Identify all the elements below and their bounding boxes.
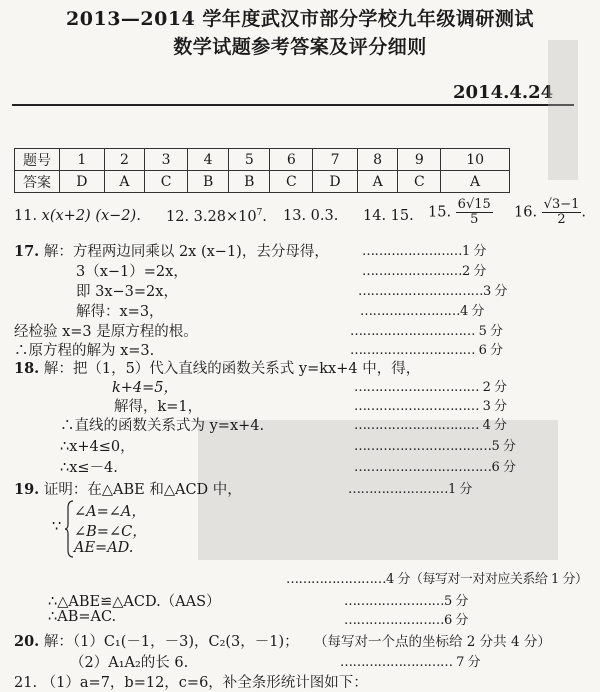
q18-line4: ∴直线的函数关系式为 y=x+4. — [60, 418, 265, 434]
q21-number: 21. — [14, 675, 38, 691]
q15-fraction — [456, 198, 493, 227]
q18-number: 18. — [14, 360, 40, 377]
q20-text: 解：（1）C₁(－1，－3)，C₂(3，－1)； — [43, 634, 299, 650]
table-header-cell: 答案 — [15, 171, 60, 193]
q21-text: （1）a=7，b=12，c=6，补全条形统计图如下： — [41, 675, 368, 691]
table-cell: D — [313, 171, 358, 193]
table-cell: 6 — [270, 149, 313, 171]
q19-line3: ∴AB=AC. — [48, 609, 117, 625]
q17-line1 — [14, 240, 329, 261]
left-brace-icon — [64, 500, 74, 558]
table-cell: 1 — [60, 149, 105, 171]
q19-condition-1: ∠A=∠A， — [74, 504, 146, 520]
q19-line2: ∴△ABE≌△ACD.（AAS） — [48, 594, 221, 610]
q20-score-7: ……………………… 7 分 — [340, 655, 481, 670]
q17-number: 17. — [14, 243, 40, 260]
q12-value: 3.28×10 — [193, 208, 257, 225]
table-cell: 2 — [104, 149, 145, 171]
q18-line3: 解得，k=1， — [114, 399, 203, 415]
q15-denominator: 5 — [470, 212, 479, 227]
q15-numerator: 6√15 — [457, 197, 491, 212]
q15-number: 15. — [428, 204, 452, 221]
q19-score-5: ……………………5 分 — [344, 594, 468, 609]
q17-line3: 即 3x−3=2x， — [76, 284, 178, 300]
table-cell: B — [188, 171, 229, 193]
table-cell: C — [270, 171, 313, 193]
q21-line1 — [14, 671, 368, 692]
table-cell: 10 — [441, 149, 510, 171]
q19-condition-2: ∠B=∠C， — [74, 524, 147, 540]
q18-score-2: ………………………… 2 分 — [354, 380, 507, 395]
q17-score-5: ………………………… 5 分 — [350, 324, 503, 339]
table-header-cell: 题号 — [15, 149, 60, 171]
q19-score-1: ……………………1 分 — [348, 482, 472, 497]
table-cell: A — [441, 171, 510, 193]
since-symbol: ∵ — [52, 519, 62, 535]
q14-answer: 14. 15. — [363, 208, 414, 224]
q17-text: 解：方程两边同乘以 2x (x−1)，去分母得， — [43, 244, 329, 260]
table-cell: 7 — [313, 149, 358, 171]
bleed-through-mark — [548, 40, 578, 180]
q18-line6: ∴x≤－4. — [60, 460, 118, 476]
q17-score-4: ……………………4 分 — [360, 304, 484, 319]
q19-line1 — [14, 478, 242, 499]
table-row-answers — [15, 171, 510, 193]
table-cell: 4 — [188, 149, 229, 171]
q17-score-1: ……………………1 分 — [362, 244, 486, 259]
table-cell: C — [398, 171, 441, 193]
q16-denominator: 2 — [557, 212, 566, 227]
table-cell: 3 — [145, 149, 188, 171]
q12-exponent: 7 — [256, 208, 263, 218]
q20-number: 20. — [14, 633, 40, 650]
q17-score-6: ………………………… 6 分 — [350, 343, 503, 358]
q11-answer — [14, 208, 141, 224]
q11-expression: x(x+2) (x−2). — [41, 208, 141, 224]
table-cell: A — [357, 171, 398, 193]
q16-numerator: √3−1 — [543, 197, 580, 212]
q17-score-3: …………………………3 分 — [358, 284, 507, 299]
header-rule — [12, 104, 574, 106]
q16-answer — [514, 198, 586, 227]
multiple-choice-answer-table — [14, 148, 510, 193]
q19-score-4: ……………………4 分（每写对一对对应关系给 1 分） — [286, 572, 588, 587]
q18-line5: ∴x+4≤0， — [60, 439, 135, 455]
table-cell: 8 — [357, 149, 398, 171]
q18-score-6: ……………………………6 分 — [354, 460, 516, 475]
q17-line4: 解得：x=3， — [76, 304, 164, 320]
table-cell: D — [60, 171, 105, 193]
q20-note: （每写对一个点的坐标给 2 分共 4 分） — [314, 634, 551, 650]
q12-end: . — [262, 208, 267, 225]
q18-text: 解：把（1，5）代入直线的函数关系式 y=kx+4 中，得， — [43, 361, 421, 377]
q15-answer — [428, 198, 493, 227]
q17-line2: 3（x−1）=2x， — [76, 264, 188, 280]
q19-number: 19. — [14, 481, 40, 498]
table-cell: 5 — [229, 149, 270, 171]
table-row-numbers — [15, 149, 510, 171]
q12-answer — [166, 208, 267, 225]
table-cell: B — [229, 171, 270, 193]
q18-score-3: ………………………… 3 分 — [354, 399, 507, 414]
document-title: 2013—2014 学年度武汉市部分学校九年级调研测试 — [66, 8, 534, 30]
document-subtitle: 数学试题参考答案及评分细则 — [173, 36, 427, 58]
q17-score-2: ……………………2 分 — [362, 264, 486, 279]
document-date: 2014.4.24 — [453, 82, 554, 103]
q18-line2: k+4=5， — [112, 380, 179, 396]
q20-line2: （2）A₁A₂的长 6. — [70, 655, 189, 671]
q20-line1 — [14, 630, 299, 651]
q18-score-5: ……………………………5 分 — [354, 439, 516, 454]
q16-number: 16. — [514, 204, 538, 221]
q19-score-6: ……………………6 分 — [344, 613, 468, 628]
q16-fraction — [542, 198, 582, 227]
q18-line1 — [14, 357, 420, 378]
q11-number: 11. — [14, 208, 38, 224]
q17-line5: 经检验 x=3 是原方程的根。 — [14, 324, 198, 340]
table-cell: C — [145, 171, 188, 193]
q17-line6: ∴原方程的解为 x=3. — [14, 343, 155, 359]
q13-answer: 13. 0.3. — [283, 208, 339, 224]
q12-number: 12. — [166, 208, 190, 225]
table-cell: A — [104, 171, 145, 193]
q19-condition-3: AE=AD. — [74, 540, 134, 556]
q18-score-4: ………………………… 4 分 — [354, 418, 507, 433]
table-cell: 9 — [398, 149, 441, 171]
q16-end: . — [581, 204, 586, 221]
q19-text: 证明：在△ABE 和△ACD 中， — [43, 482, 242, 498]
